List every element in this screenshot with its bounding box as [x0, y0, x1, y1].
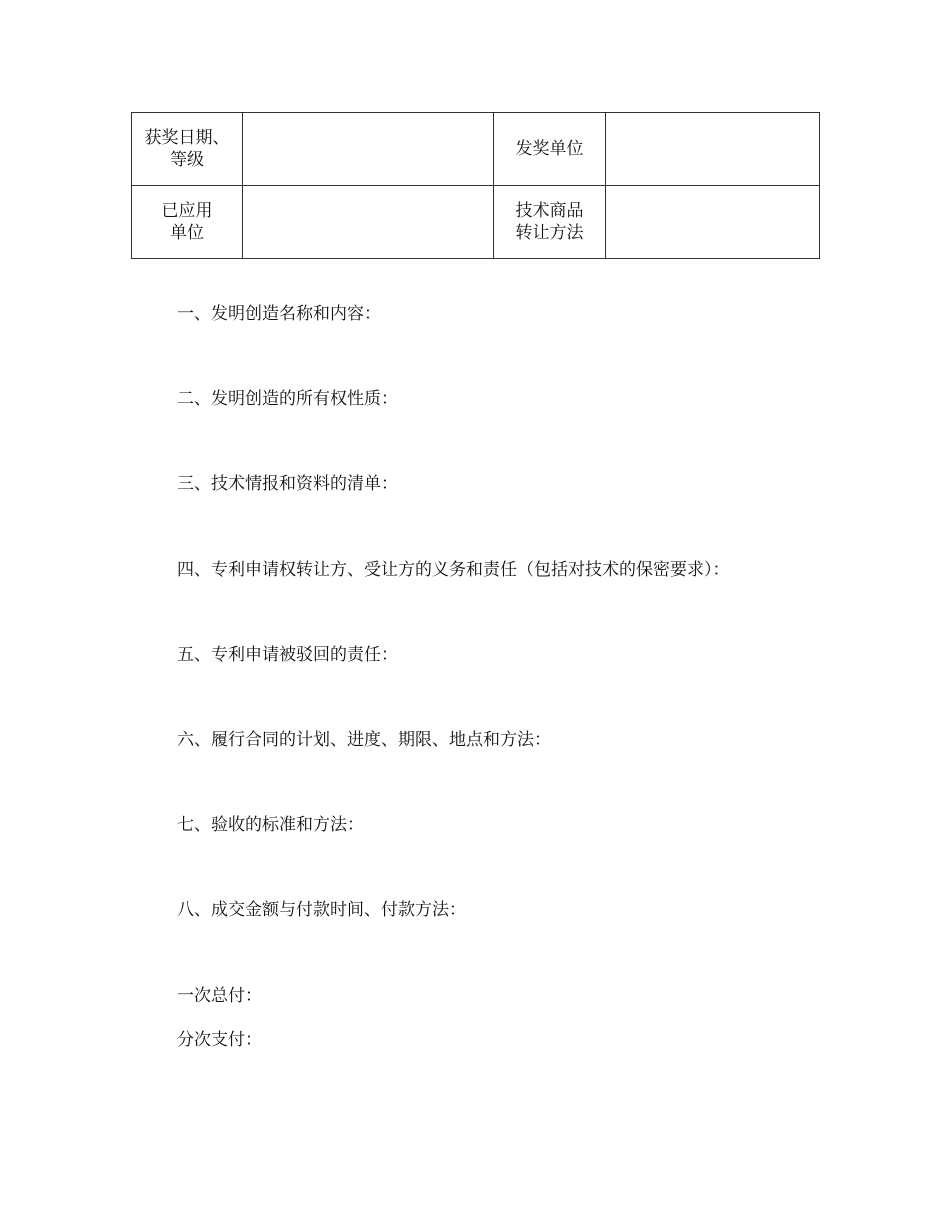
awarding-unit-label-cell: [494, 113, 606, 186]
transfer-method-label: 技术商品转让方法: [515, 201, 584, 243]
section-8-heading: 八、成交金额与付款时间、付款方法：: [177, 900, 466, 920]
applied-unit-label-cell: [132, 186, 243, 259]
section-3-heading: 三、技术情报和资料的清单：: [177, 474, 398, 494]
section-1-heading: 一、发明创造名称和内容：: [177, 304, 381, 324]
section-7-heading: 七、验收的标准和方法：: [177, 815, 364, 835]
award-info-table: [131, 112, 820, 259]
awarding-unit-value-cell: [606, 113, 820, 186]
transfer-method-label-cell: [494, 186, 606, 259]
section-6-heading: 六、履行合同的计划、进度、期限、地点和方法：: [177, 730, 551, 750]
installment-payment-label: 分次支付：: [177, 1030, 262, 1050]
award-date-level-label-cell: [132, 113, 243, 186]
applied-unit-value-cell: [243, 186, 494, 259]
table-row: [132, 113, 820, 186]
lump-sum-payment-label: 一次总付：: [177, 986, 262, 1006]
section-2-heading: 二、发明创造的所有权性质：: [177, 389, 398, 409]
award-date-level-label: 获奖日期、等级: [144, 128, 230, 170]
transfer-method-value-cell: [606, 186, 820, 259]
table-row: [132, 186, 820, 259]
awarding-unit-label: 发奖单位: [515, 139, 584, 159]
award-date-level-value-cell: [243, 113, 494, 186]
section-4-heading: 四、专利申请权转让方、受让方的义务和责任（包括对技术的保密要求）：: [177, 560, 730, 580]
section-5-heading: 五、专利申请被驳回的责任：: [177, 645, 398, 665]
applied-unit-label: 已应用单位: [161, 201, 213, 243]
